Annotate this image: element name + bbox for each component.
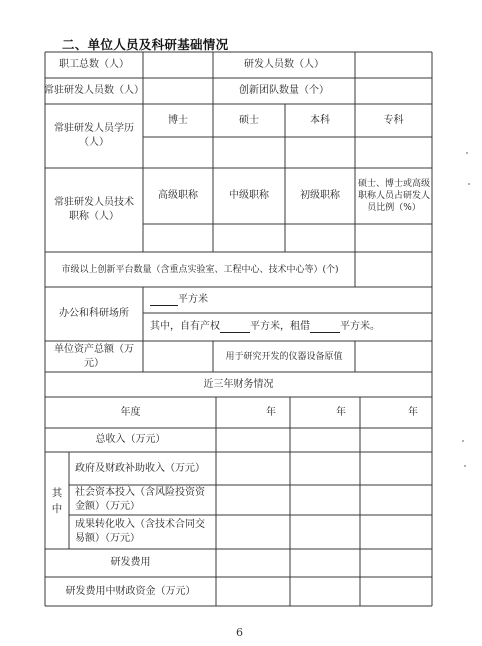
- education-col-bachelor: 本科: [310, 114, 330, 126]
- label-titles: 常驻研发人员技术职称（人）: [54, 197, 134, 222]
- scan-speck: [464, 465, 466, 467]
- year-col-3: 年: [408, 406, 418, 418]
- label-education: 常驻研发人员学历（人）: [54, 123, 134, 148]
- title-col-ratio: 硕士、博士或高级职称人员占研发人员比例（%）: [358, 179, 431, 213]
- scan-speck: [468, 183, 470, 185]
- office-total-unit: 平方米: [178, 294, 208, 305]
- label-rd-expense: 研发费用: [110, 557, 151, 568]
- education-col-master: 硕士: [239, 114, 259, 126]
- label-transfer-income: 成果转化收入（含技术合同交易额）（万元）: [75, 519, 205, 544]
- year-col-2: 年: [336, 406, 346, 418]
- label-staff-total: 职工总数（人）: [59, 59, 129, 70]
- scan-speck: [466, 152, 468, 154]
- label-team-count: 创新团队数量（个）: [239, 85, 329, 96]
- label-rd-fiscal: 研发费用中财政资金（万元）: [65, 585, 196, 597]
- label-assets: 单位资产总额（万元）: [54, 343, 134, 369]
- office-rented-unit: 平方米。: [340, 321, 380, 332]
- title-col-intermediate: 中级职称: [229, 190, 269, 201]
- label-rd-total: 研发人员数（人）: [244, 59, 324, 70]
- office-line-total: [150, 287, 420, 313]
- label-platforms: 市级以上创新平台数量（含重点实验室、工程中心、技术中心等）(个): [61, 264, 339, 275]
- office-rented-label: 平方米，租借: [250, 321, 310, 332]
- office-owned-blank[interactable]: [220, 321, 250, 333]
- office-total-blank[interactable]: [150, 294, 178, 306]
- label-office: 办公和科研场所: [59, 308, 129, 319]
- label-resident-rd: 常驻研发人员数（人）: [44, 85, 144, 96]
- label-gov-subsidy: 政府及财政补助收入（万元）: [75, 462, 205, 474]
- office-rented-blank[interactable]: [310, 321, 340, 333]
- page-number: 6: [236, 626, 243, 639]
- label-equipment: 用于研究开发的仪器设备原值: [225, 351, 343, 362]
- section-title: 二、单位人员及科研基础情况: [62, 37, 229, 52]
- office-owned-label: 其中，自有产权: [150, 321, 220, 332]
- label-social-capital: 社会资本投入（含风险投资资金额）（万元）: [75, 487, 205, 512]
- year-col-1: 年: [266, 406, 276, 418]
- title-col-senior: 高级职称: [158, 190, 198, 201]
- label-among: 其中: [51, 486, 63, 515]
- education-col-phd: 博士: [168, 114, 188, 126]
- scan-speck: [462, 440, 464, 442]
- label-total-income: 总收入（万元）: [95, 434, 166, 445]
- finance-title: 近三年财务情况: [203, 378, 274, 390]
- office-line-breakdown: [150, 313, 430, 341]
- education-col-associate: 专科: [383, 114, 404, 126]
- title-col-junior: 初级职称: [300, 190, 340, 201]
- label-year: 年度: [120, 406, 141, 418]
